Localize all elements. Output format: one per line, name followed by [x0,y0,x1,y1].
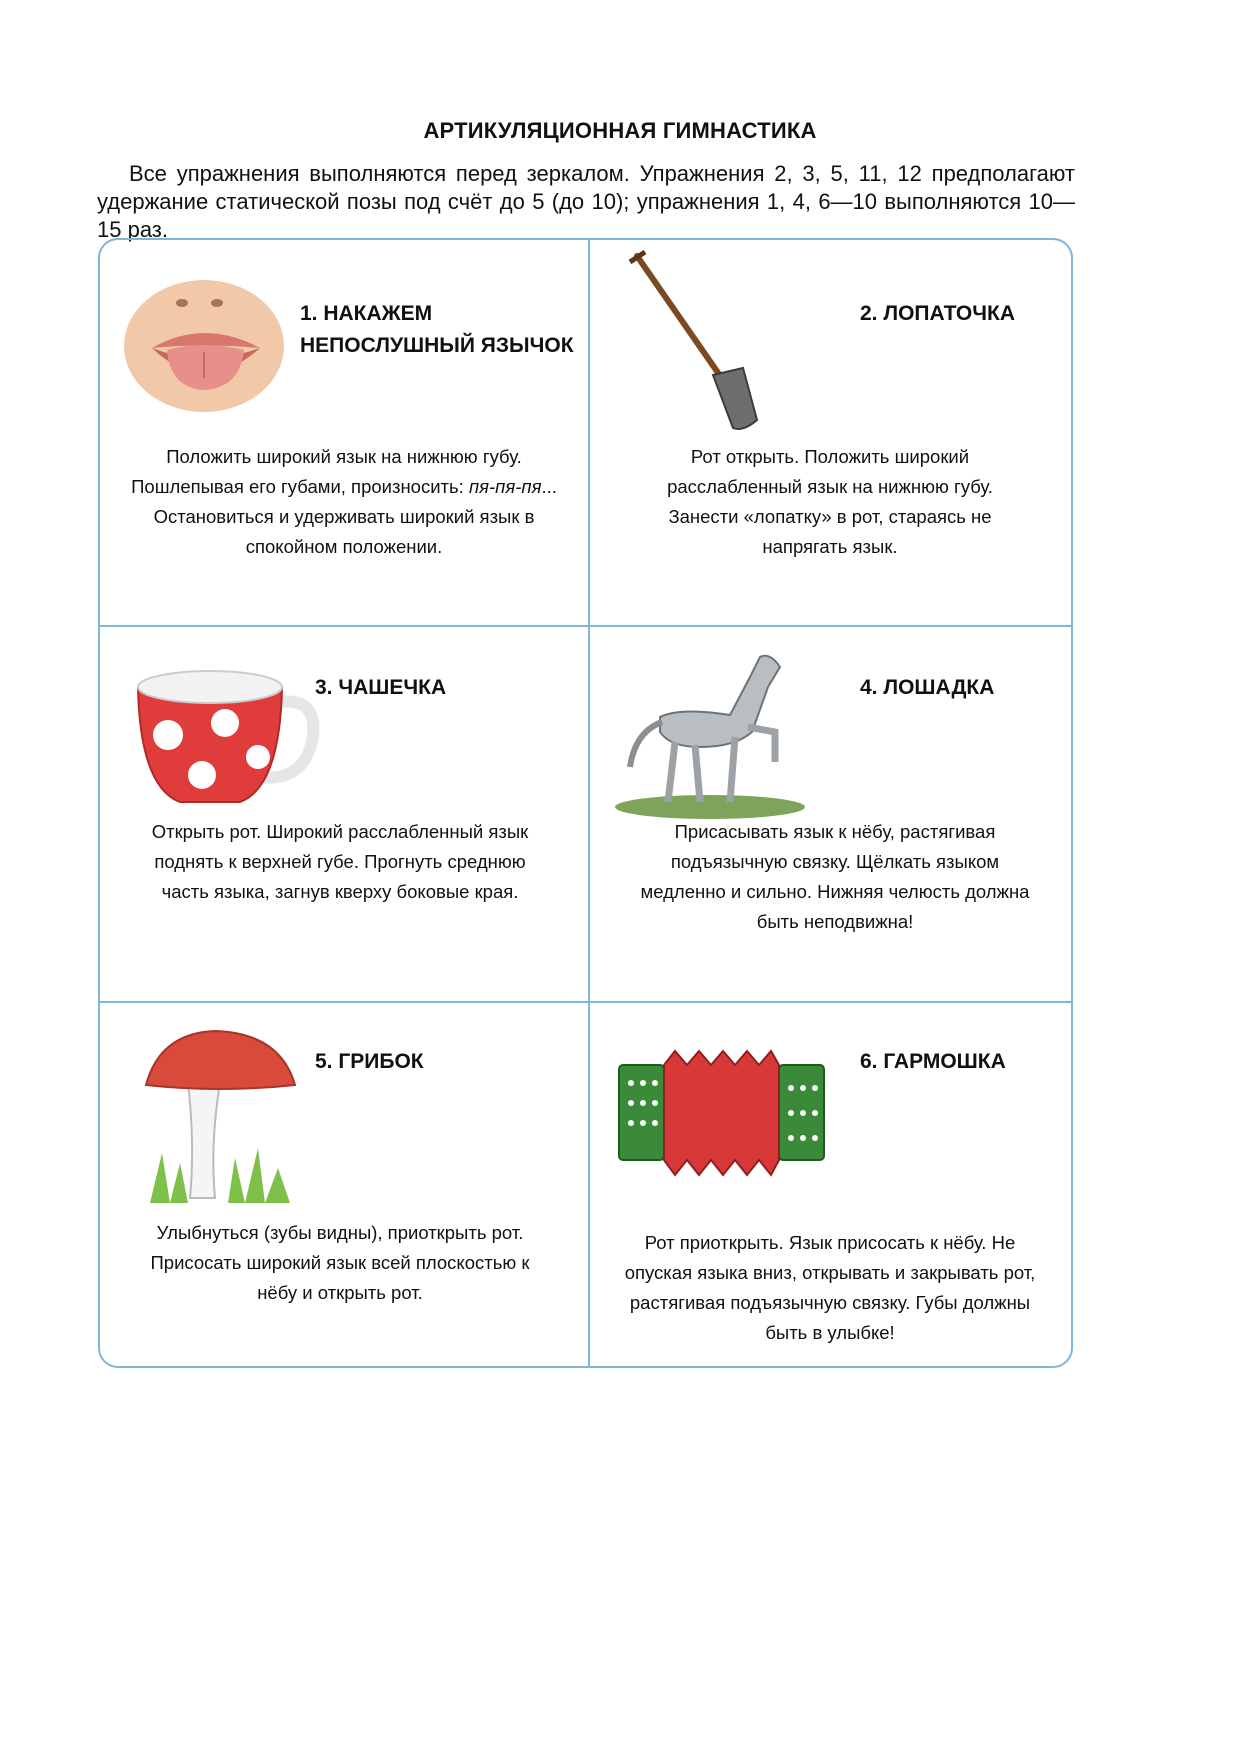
exercise-description-3: Открыть рот. Широкий расслабленный язык поднять к верхней губе. Прогнуть среднюю часть языка, загнув кверху боковые края. [151,821,529,902]
exercise-grid [98,238,1073,1368]
cup-icon [130,657,320,817]
exercise-card-5 [100,1003,588,1368]
shovel-icon [625,250,775,435]
desc-italic-syllables: пя-пя-пя [468,476,542,497]
exercise-description-6: Рот приоткрыть. Язык присосать к нёбу. Не опуская языка вниз, открывать и закрывать рот, растягивая подъязычную связку. Губы должны быть в улыбке! [624,1232,1036,1343]
exercise-heading-4: 4. ЛОШАДКА [860,676,995,699]
page-title: АРТИКУЛЯЦИОННАЯ ГИМНАСТИКА [423,118,817,143]
desc-text-part: ... Остановиться и удерживать широкий язык в спокойном положении. [153,476,557,557]
desc-text-part: Положить широкий язык на нижнюю губу. Пошлепывая его губами, произносить: [131,446,522,497]
intro-text: Все упражнения выполняются перед зеркалом. Упражнения 2, 3, 5, 11, 12 предполагают удержание статической позы под счёт до 5 (до 10); упражнения 1, 4, 6—10 выполняются 10—15 раз. [97,161,1075,242]
exercise-card-2 [590,240,1073,625]
lips-tongue-icon [122,278,287,413]
exercise-description-5: Улыбнуться (зубы видны), приоткрыть рот. Присосать широкий язык всей плоскостью к нёбу и открыть рот. [150,1222,530,1303]
accordion-icon [617,1043,827,1183]
mushroom-icon [140,1023,300,1213]
exercise-card-4 [590,627,1073,1001]
intro-paragraph [97,160,1075,244]
exercise-card-6 [590,1003,1073,1368]
exercise-description-1 [110,442,578,562]
exercise-card-3 [100,627,588,1001]
exercise-heading-1: 1. НАКАЖЕМ НЕПОСЛУШНЫЙ ЯЗЫЧОК [300,302,574,357]
exercise-heading-2: 2. ЛОПАТОЧКА [860,302,1016,325]
exercise-description-2: Рот открыть. Положить широкий расслабленный язык на нижнюю губу. Занести «лопатку» в рот, стараясь не напрягать язык. [667,446,993,557]
exercise-heading-6: 6. ГАРМОШКА [860,1050,1006,1073]
horse-icon [610,637,810,822]
exercise-card-1 [100,240,588,625]
exercise-description-4: Присасывать язык к нёбу, растягивая подъязычную связку. Щёлкать языком медленно и сильно. Нижняя челюсть должна быть неподвижна! [640,821,1030,932]
exercise-heading-3: 3. ЧАШЕЧКА [315,676,447,699]
exercise-heading-5: 5. ГРИБОК [315,1050,424,1073]
